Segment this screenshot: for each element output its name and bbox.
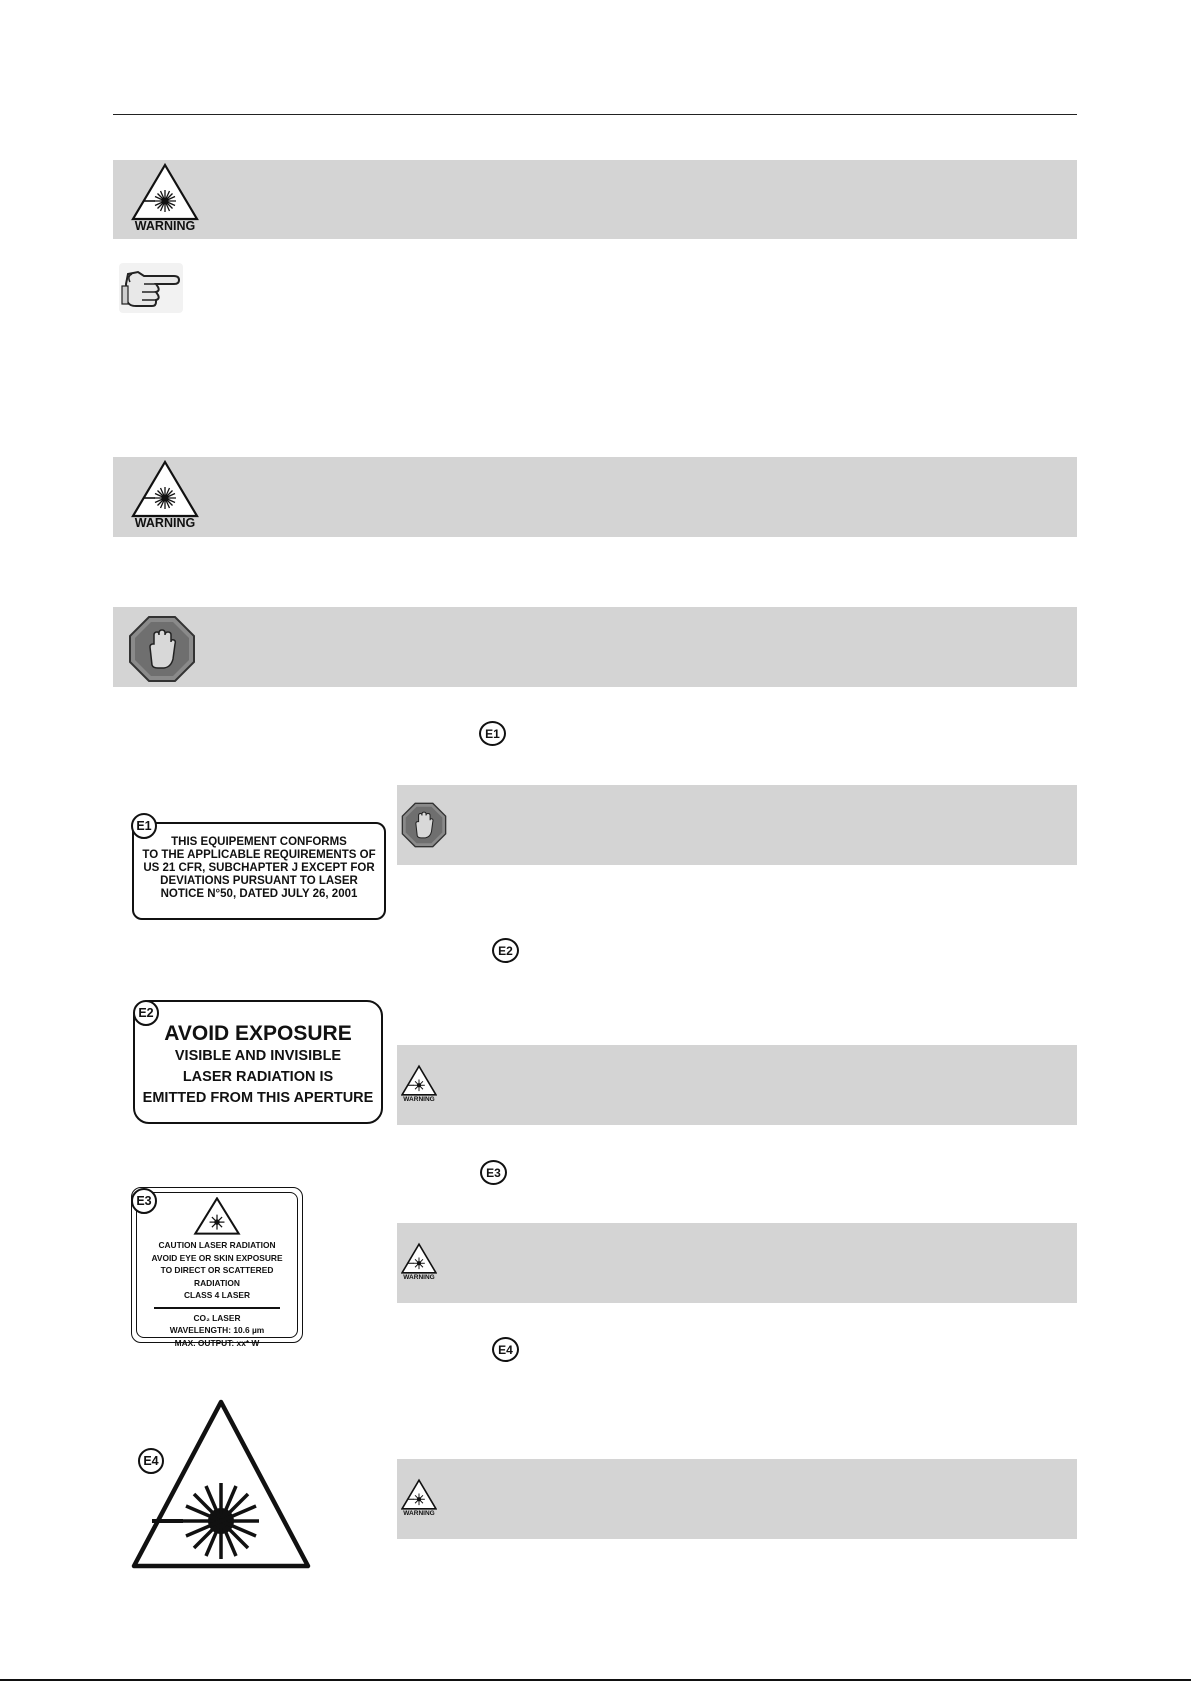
warning-caption: WARNING	[134, 219, 196, 233]
footer-rule	[0, 1679, 1191, 1681]
warning-band-3	[397, 1045, 1077, 1125]
warning-band-5	[397, 1459, 1077, 1539]
stop-band-1	[113, 607, 1077, 687]
label-e2-title: AVOID EXPOSURE	[164, 1022, 352, 1045]
warning-band-1	[113, 160, 1077, 239]
label-e1-line: THIS EQUIPEMENT CONFORMS	[171, 836, 347, 848]
label-e3-divider	[154, 1307, 280, 1309]
label-e1-badge: E1	[131, 813, 157, 839]
laser-warning-icon	[131, 459, 199, 519]
reference-e2: E2	[492, 938, 519, 963]
laser-warning-symbol-small	[399, 1478, 439, 1518]
label-e1-line: US 21 CFR, SUBCHAPTER J EXCEPT FOR	[143, 862, 375, 874]
label-e3	[131, 1187, 303, 1348]
stop-hand-icon	[401, 802, 447, 848]
laser-hazard-triangle-icon	[130, 1398, 312, 1570]
label-e2-badge: E2	[133, 1000, 159, 1026]
laser-warning-icon	[401, 1242, 437, 1275]
label-e2	[133, 1000, 383, 1124]
laser-warning-icon	[401, 1064, 437, 1097]
warning-band-2	[113, 457, 1077, 537]
warning-caption: WARNING	[403, 1510, 435, 1517]
reference-e4: E4	[492, 1337, 519, 1362]
label-e1-line: DEVIATIONS PURSUANT TO LASER	[160, 875, 358, 887]
label-e3-line: CLASS 4 LASER	[183, 1290, 251, 1300]
label-e3-line: AVOID EYE OR SKIN EXPOSURE	[151, 1252, 283, 1263]
label-e3-line: CAUTION LASER RADIATION	[158, 1240, 276, 1250]
label-e1-line: TO THE APPLICABLE REQUIREMENTS OF	[142, 849, 376, 861]
laser-warning-symbol-2	[126, 459, 204, 530]
label-e3-max-output: MAX. OUTPUT: xx* W	[174, 1337, 260, 1348]
stop-band-2	[397, 785, 1077, 865]
laser-warning-icon	[131, 162, 199, 222]
label-e2-line: VISIBLE AND INVISIBLE	[174, 1048, 342, 1064]
label-e3-line: TO DIRECT OR SCATTERED RADIATION	[160, 1265, 274, 1288]
stop-hand-icon	[128, 615, 196, 683]
warning-caption: WARNING	[403, 1096, 435, 1103]
laser-warning-icon	[401, 1478, 437, 1511]
label-e2-line: EMITTED FROM THIS APERTURE	[142, 1090, 374, 1106]
label-e3-badge: E3	[131, 1188, 157, 1214]
warning-caption: WARNING	[403, 1274, 435, 1281]
label-e2-line: LASER RADIATION IS	[182, 1069, 334, 1085]
label-e4-badge: E4	[138, 1448, 164, 1474]
header-rule	[113, 114, 1077, 115]
label-e3-wavelength: WAVELENGTH: 10.6 µm	[169, 1325, 265, 1335]
label-e4	[130, 1398, 312, 1570]
reference-e1: E1	[479, 721, 506, 746]
laser-warning-icon	[193, 1197, 241, 1235]
label-e1	[132, 822, 386, 920]
laser-warning-symbol-1	[126, 162, 204, 233]
label-e3-laser-type: CO₂ LASER	[193, 1312, 241, 1323]
laser-warning-symbol-small	[399, 1242, 439, 1282]
reference-e3: E3	[480, 1160, 507, 1185]
pointing-hand-icon	[118, 262, 184, 314]
warning-caption: WARNING	[134, 516, 196, 530]
label-e1-line: NOTICE N°50, DATED JULY 26, 2001	[160, 888, 358, 900]
laser-warning-symbol-small	[399, 1064, 439, 1104]
warning-band-4	[397, 1223, 1077, 1303]
